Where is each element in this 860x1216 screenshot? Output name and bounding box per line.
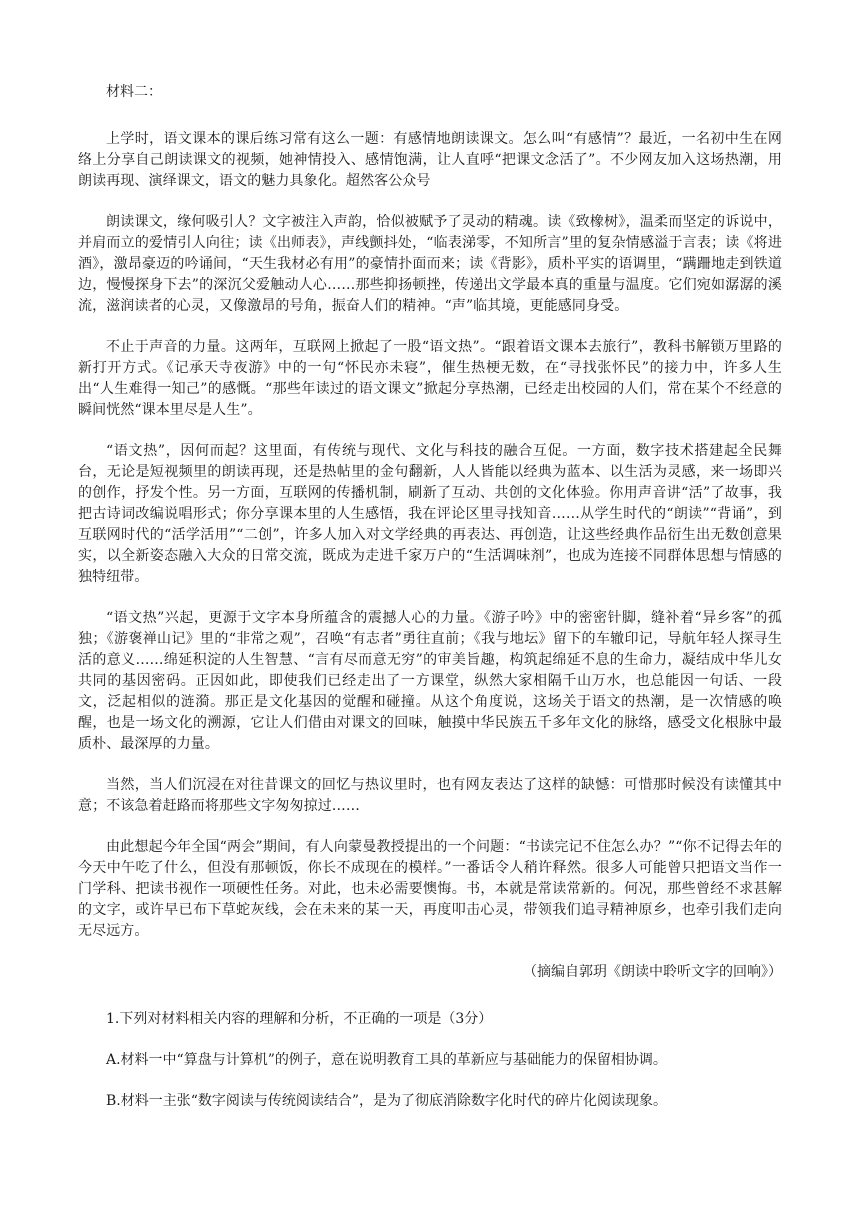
paragraph-2: 朗读课文，缘何吸引人？文字被注入声韵，恰似被赋予了灵动的精魂。读《致橡树》，温柔而坚定的诉说中，并肩而立的爱情引人向往；读《出师表》，声线颤抖处，“临表涕零，不知所言”里的复杂情感溢于言表；读《将进酒》，激昂豪迈的吟诵间，“天生我材必有用”的豪情扑面而来；读《背影》，质朴平实的语调里，“蹒跚地走到铁道边，慢慢探身下去”的深沉父爱触动人心……那些抑扬顿挫，传递出文学最本真的重量与温度。它们宛如潺潺的溪流，滋润读者的心灵，又像激昂的号角，振奋人们的精神。“声”临其境，更能感同身受。 bbox=[78, 214, 782, 314]
option-b: B.材料一主张“数字阅读与传统阅读结合”，是为了彻底消除数字化时代的碎片化阅读现象。 bbox=[106, 1093, 668, 1109]
material-heading: 材料二： bbox=[106, 84, 162, 100]
paragraph-7: 由此想起今年全国“两会”期间，有人向蒙曼教授提出的一个问题：“书读完记不住怎么办？”“你不记得去年的今天中午吃了什么，但没有那顿饭，你长不成现在的模样。”一番话令人稍许释然。很多人可能曾只把语文当作一门学科、把读书视作一项硬性任务。对此，也未必需要懊悔。书，本就是常读常新的。何况，那些曾经不求甚解的文字，或许早已布下草蛇灰线，会在未来的某一天，再度叩击心灵，带领我们追寻精神原乡，也牵引我们走向无尽远方。 bbox=[78, 839, 782, 939]
question-stem: 1.下列对材料相关内容的理解和分析，不正确的一项是（3分） bbox=[106, 1011, 493, 1027]
paragraph-5: “语文热”兴起，更源于文字本身所蕴含的震撼人心的力量。《游子吟》中的密密针脚，缝补着“异乡客”的孤独；《游褒禅山记》里的“非常之观”，召唤“有志者”勇往直前；《我与地坛》留下的车辙印记，导航年轻人探寻生活的意义……绵延积淀的人生智慧、“言有尽而意无穷”的审美旨趣，构筑起绵延不息的生命力，凝结成中华儿女共同的基因密码。正因如此，即使我们已经走出了一方课堂，纵然大家相隔千山万水，也总能因一句话、一段文，泛起相似的涟漪。那正是文化基因的觉醒和碰撞。从这个角度说，这场关于语文的热潮，是一次情感的唤醒，也是一场文化的溯源，它让人们借由对课文的回味，触摸中华民族五千多年文化的脉络，感受文化根脉中最质朴、最深厚的力量。 bbox=[78, 610, 782, 752]
paragraph-1: 上学时，语文课本的课后练习常有这么一题：有感情地朗读课文。怎么叫“有感情”？最近，一名初中生在网络上分享自己朗读课文的视频，她神情投入、感情饱满，让人直呼“把课文念活了”。不少网友加入这场热潮，用朗读再现、演绎课文，语文的魅力具象化。超然客公众号 bbox=[78, 131, 782, 189]
paragraph-4: “语文热”，因何而起？这里面，有传统与现代、文化与科技的融合互促。一方面，数字技术搭建起全民舞台，无论是短视频里的朗读再现，还是热帖里的金句翻新，人人皆能以经典为蓝本、以生活为灵感，来一场即兴的创作，抒发个性。另一方面，互联网的传播机制，刷新了互动、共创的文化体验。你用声音讲“活”了故事，我把古诗词改编说唱形式；你分享课本里的人生感悟，我在评论区里寻找知音……从学生时代的“朗读”“背诵”，到互联网时代的“活学活用”“二创”，许多人加入对文学经典的再表达、再创造，让这些经典作品衍生出无数创意果实，以全新姿态融入大众的日常交流，既成为走进千家万户的“生活调味剂”，也成为连接不同群体思想与情感的独特纽带。 bbox=[78, 443, 782, 585]
paragraph-3: 不止于声音的力量。这两年，互联网上掀起了一股“语文热”。“跟着语文课本去旅行”，教科书解锁万里路的新打开方式。《记承天寺夜游》中的一句“怀民亦未寝”，催生热梗无数，在“寻找张怀民”的接力中，许多人生出“人生难得一知己”的感慨。“那些年读过的语文课文”掀起分享热潮，已经走出校园的人们，常在某个不经意的瞬间恍然“课本里尽是人生”。 bbox=[78, 339, 782, 418]
source-citation: （摘编自郭玥《朗读中聆听文字的回响》） bbox=[523, 964, 782, 980]
paragraph-6: 当然，当人们沉浸在对往昔课文的回忆与热议里时，也有网友表达了这样的缺憾：可惜那时候没有读懂其中意；不该急着赶路而将那些文字匆匆掠过…… bbox=[78, 777, 782, 814]
option-a: A.材料一中“算盘与计算机”的例子，意在说明教育工具的革新应与基础能力的保留相协调。 bbox=[106, 1052, 667, 1068]
